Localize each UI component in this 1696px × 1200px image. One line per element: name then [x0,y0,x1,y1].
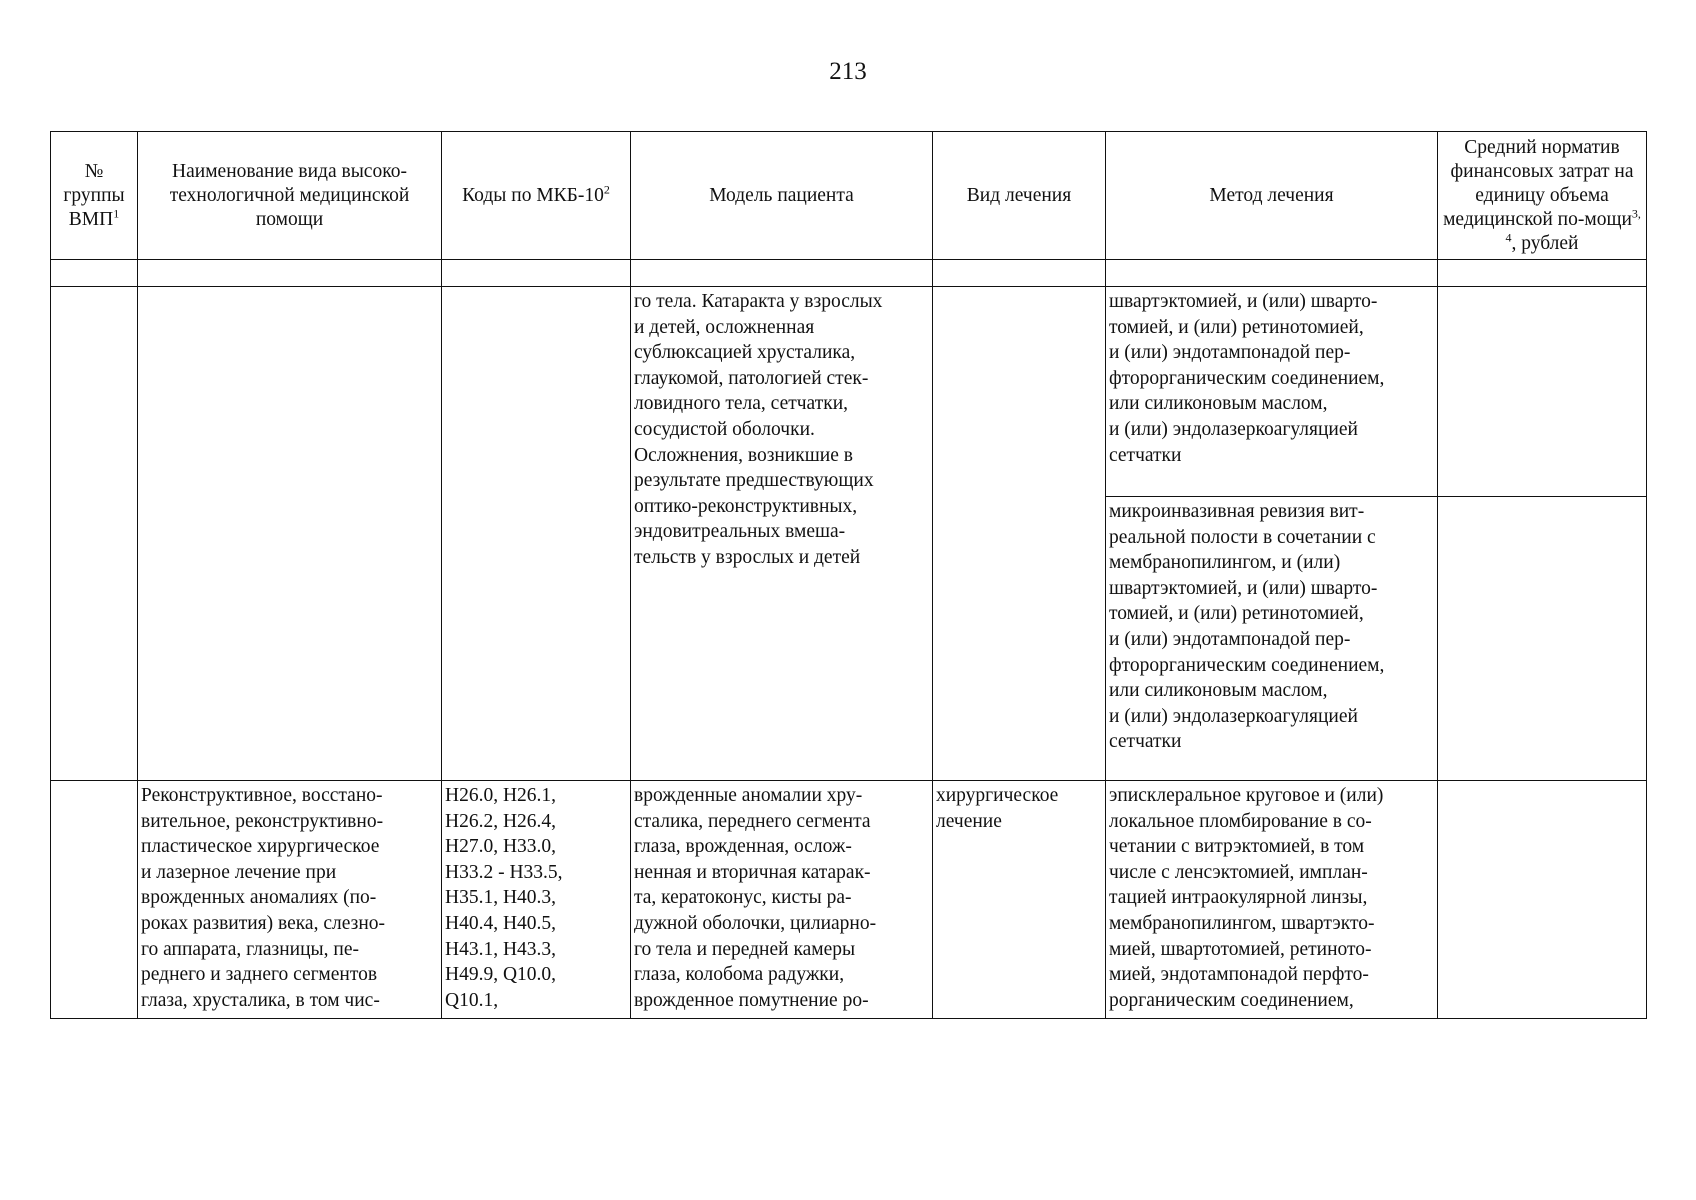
header-cost-norm: Средний норматив финансовых затрат на единицу объема медицинской по-мощи$^{3, 4}$, рублей [1438,132,1647,260]
table-row [51,781,1647,1019]
treatment-method-cell: эписклеральное круговое и (или) локальное пломбирование в со- четании с витрэктомией, в том числе с ленсэктомией, имплан- тацией интраокулярной линзы, мембранопилингом, швартэкто- мией, швартотомией, ретиното- мией, эндотампонадой перфто- рорганическим соединением, [1106,781,1438,1019]
page-number: 213 [829,58,867,85]
patient-model-cell: врожденные аномалии хру- сталика, переднего сегмента глаза, врожденная, ослож- ненная и вторичная катарак- та, кератоконус, кисты ра- дужной оболочки, цилиарно- го тела и передней камеры глаза, колобома радужки, врожденное помутнение ро- [631,781,933,1019]
table-blank-row [51,260,1647,287]
icd-codes-cell: H26.0, H26.1, H26.2, H26.4, H27.0, H33.0, H33.2 - H33.5, H35.1, H40.3, H40.4, H40.5, H43.1, H43.3, H49.9, Q10.0, Q10.1, [442,781,631,1019]
treatment-method-cell: микроинвазивная ревизия вит- реальной полости в сочетании с мембранопилингом, и (или) швартэктомией, и (или) шварто- томией, и (или) ретинотомией, и (или) эндотампонадой пер- фторорганическим соединением, или силиконовым маслом, и (или) эндолазеркоагуляцией сетчатки [1106,497,1438,781]
table-row [51,287,1647,497]
care-name-cell: Реконструктивное, восстано- вительное, реконструктивно- пластическое хирургическое и лазерное лечение при врожденных аномалиях (по- роках развития) века, слезно- го аппарата, глазницы, пе- реднего и заднего сегментов глаза, хрусталика, в том чис- [138,781,442,1019]
table-header-row [51,132,1647,260]
header-group-number: № группы ВМП$^1$ [51,132,138,260]
treatment-method-cell: швартэктомией, и (или) шварто- томией, и (или) ретинотомией, и (или) эндотампонадой пер- фторорганическим соединением, или силиконовым маслом, и (или) эндолазеркоагуляцией сетчатки [1106,287,1438,497]
header-care-name: Наименование вида высоко- технологичной медицинской помощи [138,132,442,260]
patient-model-cell: го тела. Катаракта у взрослых и детей, осложненная сублюксацией хрусталика, глаукомой, патологией стек- ловидного тела, сетчатки, сосудистой оболочки. Осложнения, возникшие в результате предшествующих оптико-реконструктивных, эндовитреальных вмеша- тельств у взрослых и детей [631,287,933,781]
treatment-type-cell: хирургическое лечение [933,781,1106,1019]
header-treatment-method: Метод лечения [1106,132,1438,260]
header-treatment-type: Вид лечения [933,132,1106,260]
header-icd-codes: Коды по МКБ-$10^2$ [442,132,631,260]
header-patient-model: Модель пациента [631,132,933,260]
vmp-table [50,131,1647,1019]
